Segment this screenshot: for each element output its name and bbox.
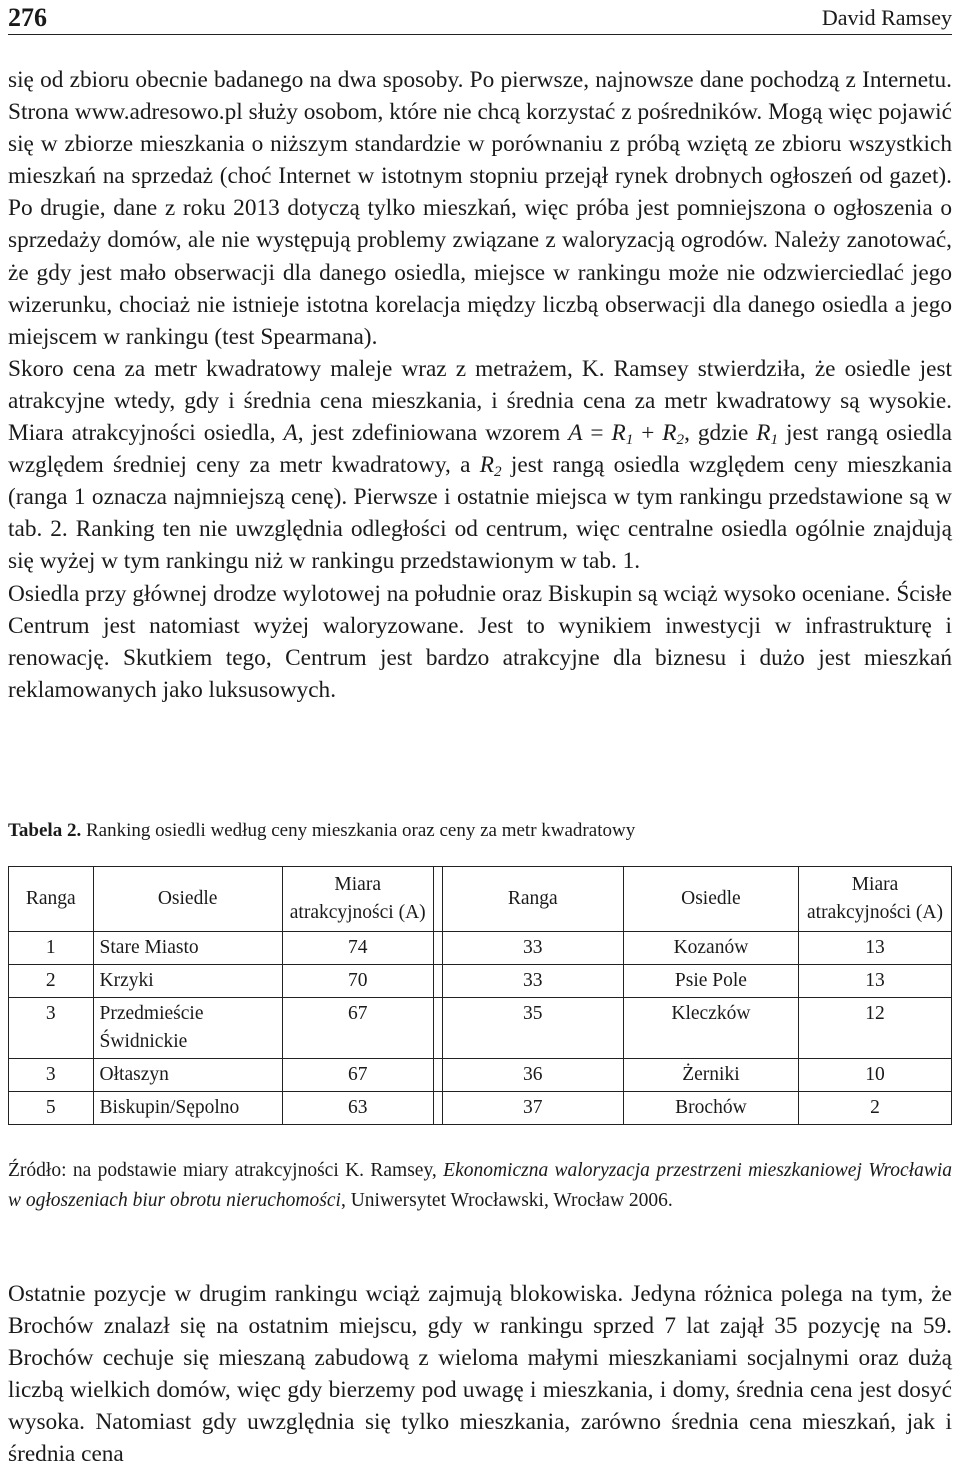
table-separator xyxy=(433,1092,442,1125)
cell-estate: Stare Miasto xyxy=(93,932,282,965)
table-header-row xyxy=(9,867,952,932)
page-number: 276 xyxy=(8,3,47,32)
table-row xyxy=(9,998,952,1059)
source-label: Źródło: xyxy=(8,1160,67,1181)
cell-score: 13 xyxy=(798,932,951,965)
page-header xyxy=(8,0,952,35)
header-rank-right: Ranga xyxy=(442,867,623,932)
table-separator xyxy=(433,867,442,932)
cell-rank: 2 xyxy=(9,965,94,998)
formula-eq: = xyxy=(582,420,612,447)
cell-estate: Kleczków xyxy=(623,998,798,1059)
paragraph-2-text-a: Skoro cena za metr kwadratowy maleje wraz z metrażem, K. Ramsey stwierdziła, że osiedle jest atrakcyjne wtedy, gdy i średnia cena mieszkania, i średnia cena za metr kwadratowy są wysokie. Miara atrakcyjności osiedla, xyxy=(8,355,952,447)
cell-score: 63 xyxy=(282,1092,433,1125)
table-source-note xyxy=(8,1156,952,1215)
cell-score: 70 xyxy=(282,965,433,998)
table-caption-text: Ranking osiedli według ceny mieszkania oraz ceny za metr kwadratowy xyxy=(81,820,636,841)
header-score-left: Miara atrakcyjności (A) xyxy=(282,867,433,932)
header-score-right: Miara atrakcyjności (A) xyxy=(798,867,951,932)
table-row xyxy=(9,1092,952,1125)
header-estate-right: Osiedle xyxy=(623,867,798,932)
source-text-b: , Uniwersytet Wrocławski, Wrocław 2006. xyxy=(340,1189,673,1211)
cell-rank: 37 xyxy=(442,1092,623,1125)
cell-score: 67 xyxy=(282,1059,433,1092)
formula-R2: R xyxy=(662,420,677,447)
cell-estate: Żerniki xyxy=(623,1059,798,1092)
cell-score: 12 xyxy=(798,998,951,1059)
symbol-A: A xyxy=(283,420,298,447)
table-row xyxy=(9,1059,952,1092)
table-separator xyxy=(433,998,442,1059)
cell-rank: 33 xyxy=(442,965,623,998)
cell-score: 2 xyxy=(798,1092,951,1125)
paragraph-3: Osiedla przy głównej drodze wylotowej na południe oraz Biskupin są wciąż wysoko oceniane. Ścisłe Centrum jest natomiast wyżej waloryzowane. Jest to wynikiem inwestycji w infrastrukturę i renowację. Skutkiem tego, Centrum jest bardzo atrakcyjne dla biznesu i dużo jest mieszkań reklamowanych jako luksusowych. xyxy=(8,580,952,703)
cell-score: 10 xyxy=(798,1059,951,1092)
cell-score: 74 xyxy=(282,932,433,965)
symbol-R2: R xyxy=(479,452,495,479)
cell-rank: 3 xyxy=(9,1059,94,1092)
cell-rank: 3 xyxy=(9,998,94,1059)
cell-estate: Psie Pole xyxy=(623,965,798,998)
symbol-R1: R xyxy=(756,420,771,447)
running-head-author: David Ramsey xyxy=(821,5,952,30)
formula-sub2: 2 xyxy=(676,431,685,448)
paragraph-1: się od zbioru obecnie badanego na dwa sposoby. Po pierwsze, najnowsze dane pochodzą z Internetu. Strona www.adresowo.pl służy osobom, które nie chcą korzystać z pośredników. Mogą więc pojawić się w zbiorze mieszkania o niższym standardzie w porównaniu z próbą wziętą ze zbioru wszystkich mieszkań na sprzedaż (choć Internet w istotnym stopniu przejął rynek drobnych ogłoszeń od gazet). Po drugie, dane z roku 2013 dotyczą tylko mieszkań, więc próba jest pomniejszona o ogłoszenia o sprzedaży domów, ale nie występują problemy związane z waloryzacją ogrodów. Należy zanotować, że gdy jest mało obserwacji dla danego osiedla, miejsce w rankingu może nie odzwierciedlać jego wizerunku, chociaż nie istnieje istotna korelacja między liczbą obserwacji dla danego osiedla a jego miejscem w rankingu (test Spearmana). xyxy=(8,67,952,350)
cell-estate: Ołtaszyn xyxy=(93,1059,282,1092)
header-rank-left: Ranga xyxy=(9,867,94,932)
formula-plus: + xyxy=(633,420,663,447)
table-row xyxy=(9,932,952,965)
cell-score: 67 xyxy=(282,998,433,1059)
body-text xyxy=(8,64,952,706)
table-caption xyxy=(8,818,635,844)
symbol-R1-sub: 1 xyxy=(770,431,779,448)
cell-estate: Brochów xyxy=(623,1092,798,1125)
cell-estate: Kozanów xyxy=(623,932,798,965)
source-title: Ekonomiczna waloryzacja przestrzeni mieszkaniowej Wrocławia w ogłoszeniach biur obrotu nieruchomości xyxy=(8,1160,952,1211)
table-caption-label: Tabela 2. xyxy=(8,820,82,841)
paragraph-2-text-b: , jest zdefiniowana wzorem xyxy=(297,420,569,447)
symbol-R2-sub: 2 xyxy=(494,463,502,480)
header-estate-left: Osiedle xyxy=(93,867,282,932)
paragraph-2-text-d: jest rangą osiedla względem średniej ceny za metr kwadratowy, a xyxy=(8,420,952,479)
paragraph-2-text-c: , gdzie xyxy=(684,420,757,447)
cell-rank: 35 xyxy=(442,998,623,1059)
cell-rank: 36 xyxy=(442,1059,623,1092)
formula-R1: R xyxy=(611,420,626,447)
paragraph-4: Ostatnie pozycje w drugim rankingu wciąż zajmują blokowiska. Jedyna różnica polega na tym, że Brochów znalazł się na ostatnim miejscu, gdy w rankingu sprzed 7 lat zajął 35 pozycję na 59. Brochów cechuje się mieszaną zabudową z wieloma małymi mieszkaniami socjalnymi oraz dużą liczbą wielkich domów, więc gdy bierzemy pod uwagę i mieszkania, i domy, średnia cena jest dosyć wysoka. Natomiast gdy uwzględnia się tylko mieszkania, zarówno średnia cena mieszkań, jak i średnia cena xyxy=(8,1281,952,1468)
cell-estate: Biskupin/Sępolno xyxy=(93,1092,282,1125)
cell-rank: 1 xyxy=(9,932,94,965)
paragraph-2 xyxy=(8,353,952,578)
cell-score: 13 xyxy=(798,965,951,998)
table-separator xyxy=(433,932,442,965)
table-separator xyxy=(433,1059,442,1092)
table-row xyxy=(9,965,952,998)
source-text-a: na podstawie miary atrakcyjności K. Ramsey, xyxy=(66,1160,444,1181)
cell-estate: Krzyki xyxy=(93,965,282,998)
cell-estate: Przedmieście Świdnickie xyxy=(93,998,282,1059)
paragraph-2-text-e: jest rangą osiedla względem ceny mieszkania (ranga 1 oznacza najmniejszą cenę). Pierwsze i ostatnie miejsca w tym rankingu przedstawione są w tab. 2. Ranking ten nie uwzględnia odległości od centrum, więc centralne osiedla ogólnie znajdują się wyżej w tym rankingu niż w rankingu przedstawionym w tab. 1. xyxy=(8,452,952,575)
bottom-text xyxy=(8,1278,952,1471)
cell-rank: 33 xyxy=(442,932,623,965)
formula-A: A xyxy=(568,420,583,447)
formula-sub1: 1 xyxy=(625,431,634,448)
cell-rank: 5 xyxy=(9,1092,94,1125)
table-separator xyxy=(433,965,442,998)
ranking-table xyxy=(8,866,952,1125)
